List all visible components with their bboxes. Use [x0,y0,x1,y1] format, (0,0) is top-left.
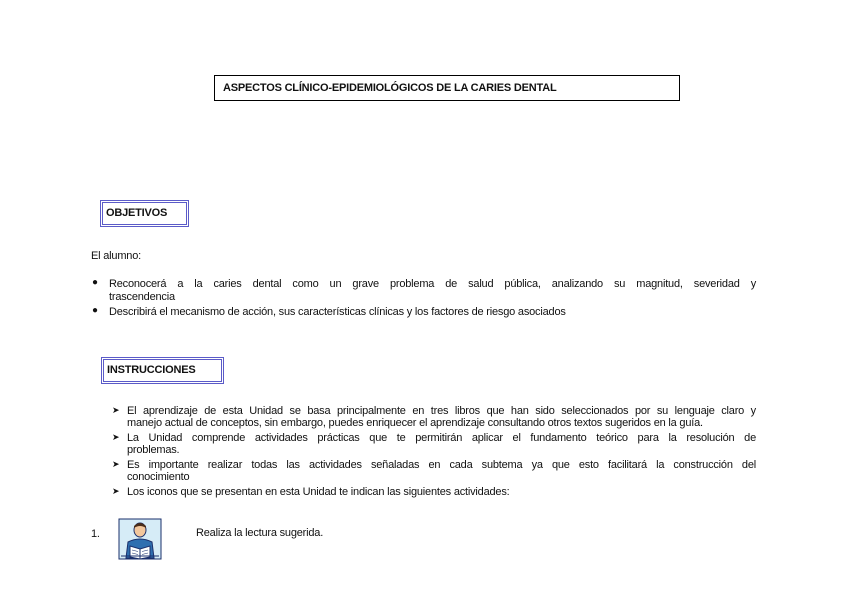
arrow-bullet-icon: ➤ [112,405,120,415]
bullet-dot-icon: ● [92,305,98,316]
instructions-heading: INSTRUCCIONES [101,357,224,384]
objective-item-1-line1: Reconocerá a la caries dental como un grave problema de salud pública, analizando su magnitud, severidad y [109,278,756,290]
instruction-item-4-line1: Los iconos que se presentan en esta Unidad te indican las siguientes actividades: [127,486,510,498]
arrow-bullet-icon: ➤ [112,432,120,442]
instruction-item-2-line1: La Unidad comprende actividades prácticas que te permitirán aplicar el fundamento teórico para la resolución de [127,432,756,444]
objective-item-1-line2: trascendencia [109,291,175,303]
instruction-item-1-line2: manejo actual de conceptos, sin embargo, puedes enriquecer el aprendizaje consultando otros textos sugeridos en la guía. [127,417,703,429]
instruction-item-3-line2: conocimiento [127,471,190,483]
bullet-dot-icon: ● [92,277,98,288]
document-title: ASPECTOS CLÍNICO-EPIDEMIOLÓGICOS DE LA CARIES DENTAL [214,75,680,101]
arrow-bullet-icon: ➤ [112,459,120,469]
activity-number: 1. [91,528,100,540]
objectives-heading: OBJETIVOS [100,200,189,227]
instruction-item-3-line1: Es importante realizar todas las actividades señaladas en cada subtema ya que esto facilitará la construcción del [127,459,756,471]
activity-text: Realiza la lectura sugerida. [196,527,324,539]
instruction-item-2-line2: problemas. [127,444,180,456]
arrow-bullet-icon: ➤ [112,486,120,496]
objectives-intro: El alumno: [91,250,141,262]
instruction-item-1-line1: El aprendizaje de esta Unidad se basa principalmente en tres libros que han sido seleccionados por su lenguaje claro y [127,405,756,417]
reading-person-icon [118,518,162,560]
objective-item-2-line1: Describirá el mecanismo de acción, sus características clínicas y los factores de riesgo asociados [109,306,566,318]
